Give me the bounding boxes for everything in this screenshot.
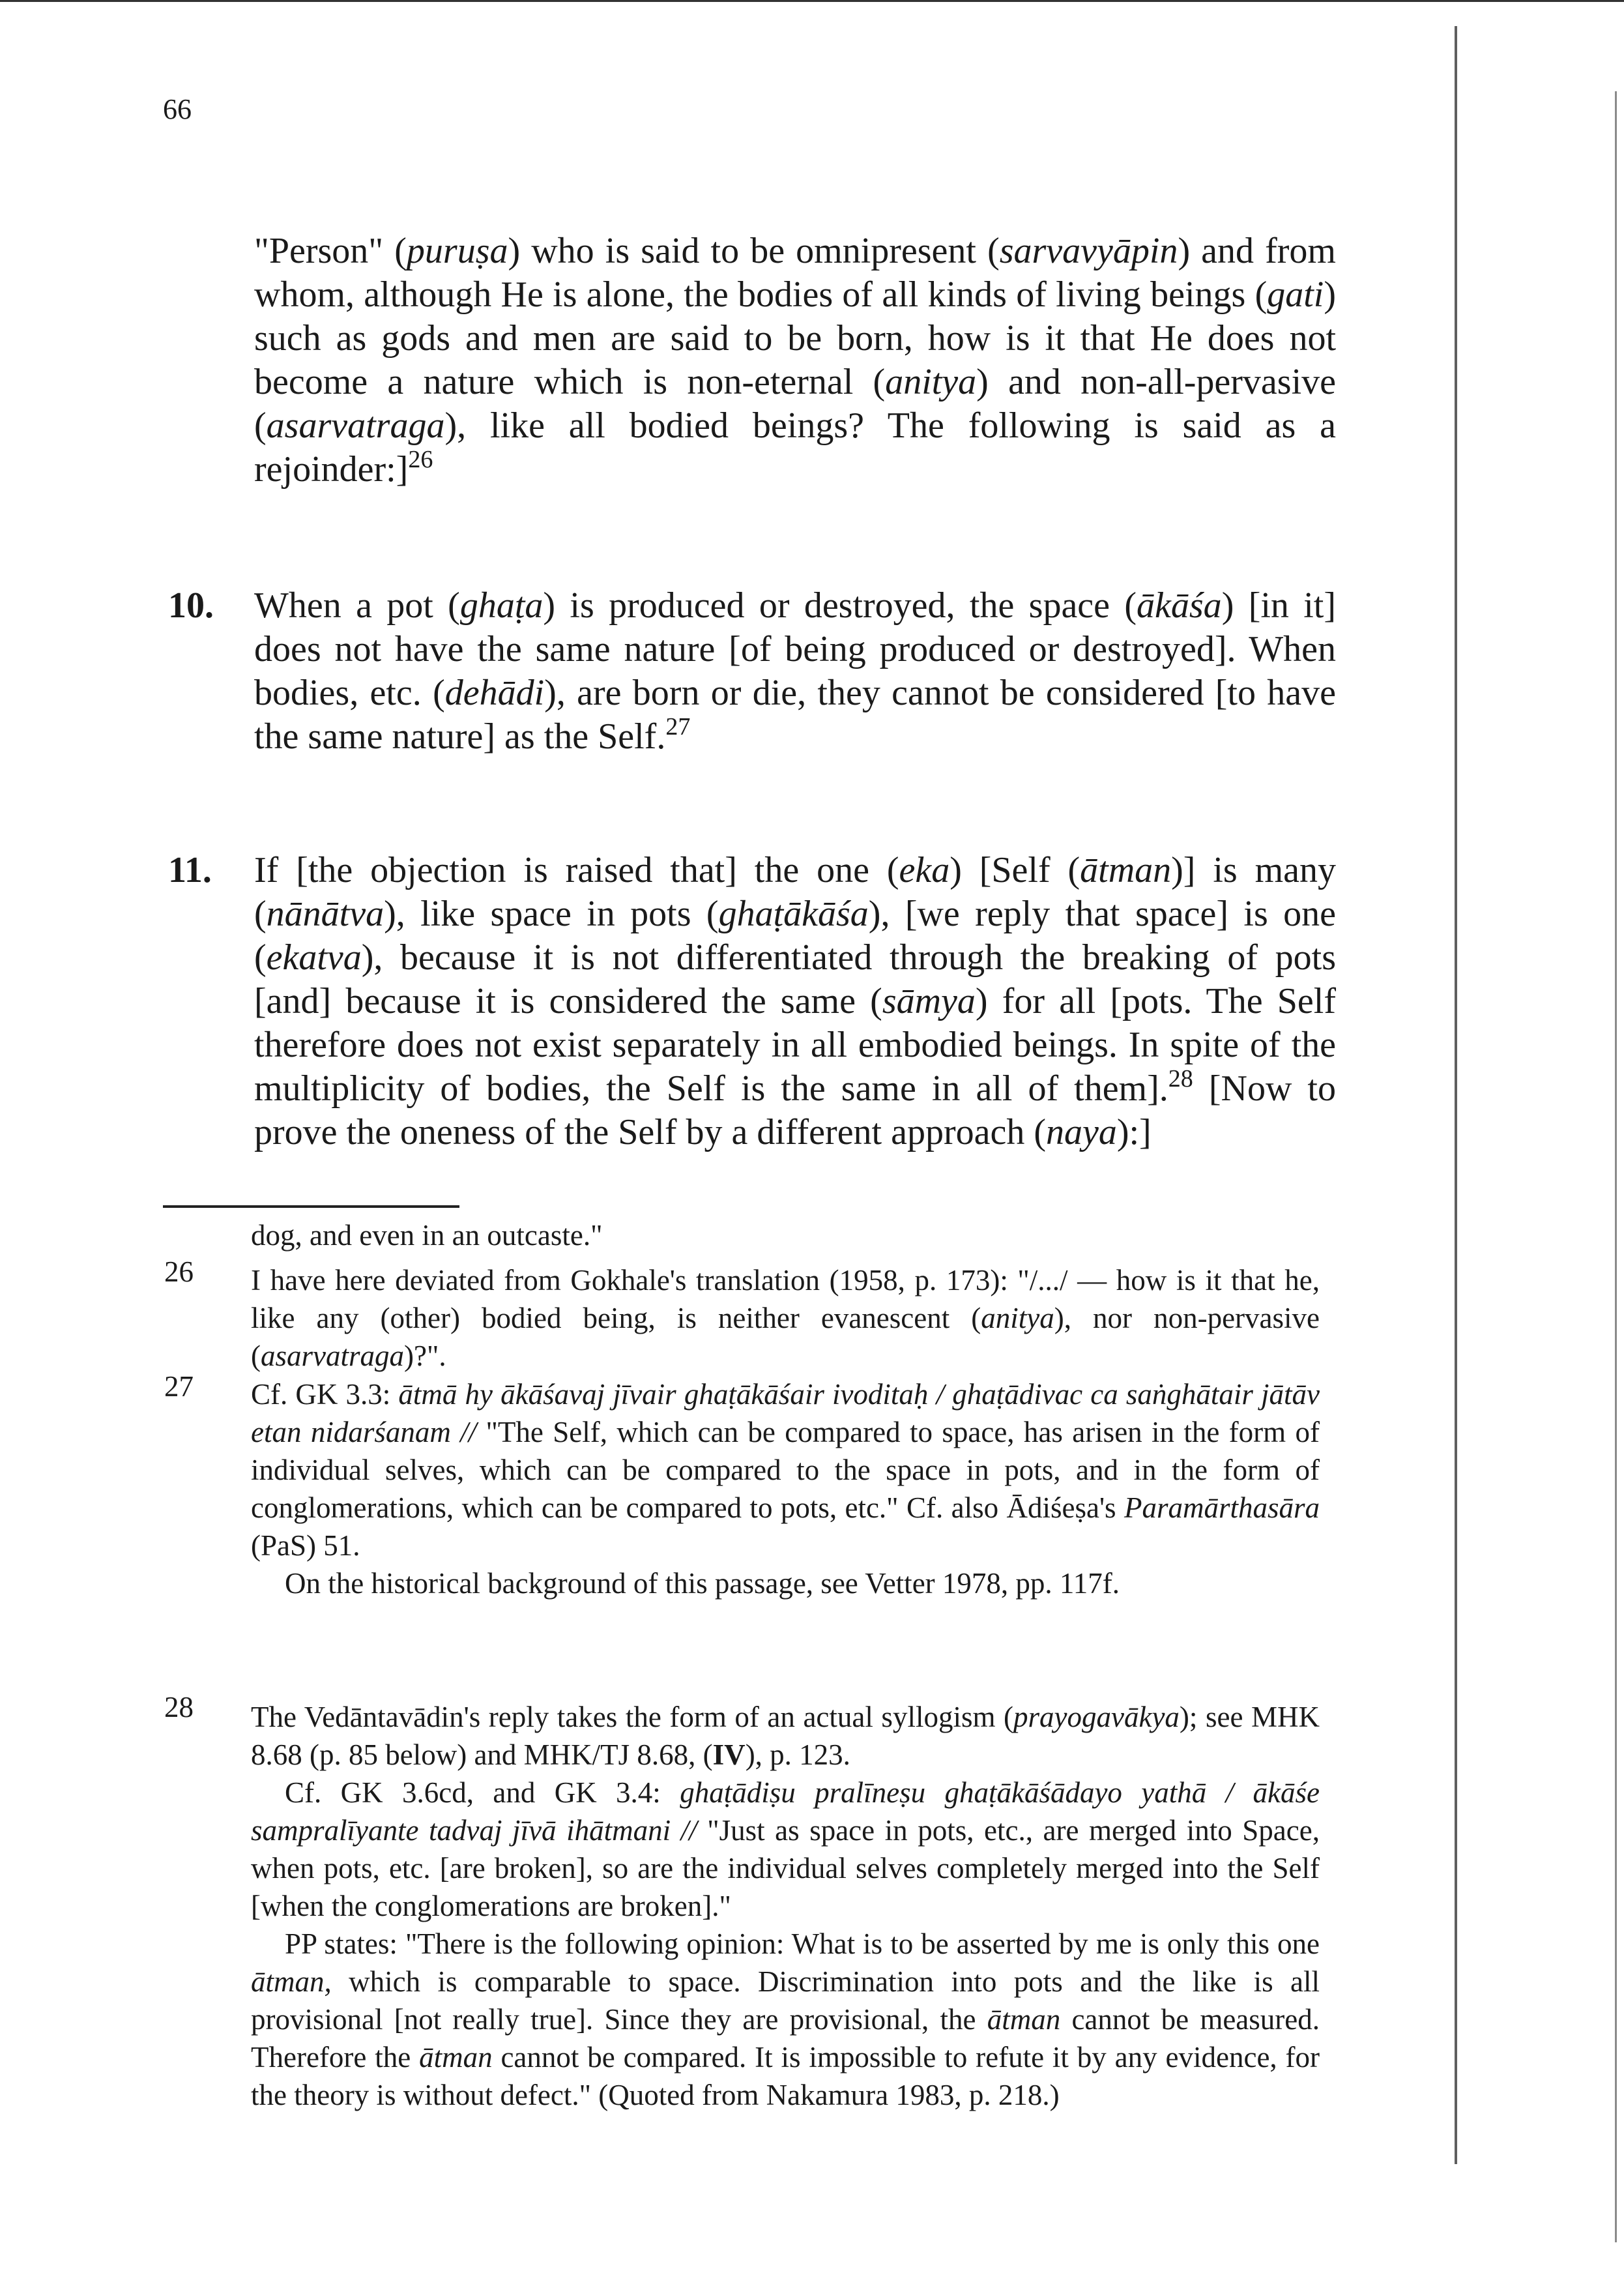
footnote-28-number: 28	[164, 1691, 194, 1723]
footnote-27-number: 27	[164, 1370, 194, 1403]
verse-11-text: If [the objection is raised that] the one (eka) [Self (ātman)] is many (nānātva), like space in pots (ghaṭākāśa), [we reply that space] is one (ekatva), because it is not differentiated through the breaking of pots [and] because it is considered the same (sāmya) for all [pots. The Self therefore does not exist separately in all embodied beings. In spite of the multiplicity of bodies, the Self is the same in all of them].$^{28}$ [Now to prove the oneness of the Self by a different approach (naya):]	[254, 850, 1336, 1152]
footnote-26: I have here deviated from Gokhale's translation (1958, p. 173): "/.../ — how is it that he, like any (other) bodied being, is neither evanescent (anitya), nor non-pervasive (asarvatraga)?".	[251, 1264, 1320, 1372]
footnote-26-number: 26	[164, 1255, 194, 1288]
verse-10-text: When a pot (ghaṭa) is produced or destroyed, the space (ākāśa) [in it] does not have the same nature [of being produced or destroyed]. When bodies, etc. (dehādi), are born or die, they cannot be considered [to have the same nature] as the Self.$^{27}$	[254, 585, 1337, 757]
page-number: 66	[163, 93, 192, 125]
footnote-ref-28[interactable]: 28	[1168, 1065, 1193, 1093]
footnote-separator	[163, 1205, 459, 1208]
footnote-28: The Vedāntavādin's reply takes the form of an actual syllogism (prayogavākya); see MHK 8.68 (p. 85 below) and MHK/TJ 8.68, (IV), p. 123. Cf. GK 3.6cd, and GK 3.4: ghaṭādiṣu pralīneṣu ghaṭākāśādayo yathā / ākāśe sampralīyante tadvaj jīvā ihātmani // "Just as space in pots, etc., are merged into Space, when pots, etc. [are broken], so are the individual selves completely merged into the Self [when the conglomerations are broken]." PP states: "There is the following opinion: What is to be asserted by me is only this one ātman, which is comparable to space. Discrimination into pots and the like is all provisional [not really true]. Since they are provisional, the ātman cannot be measured. Therefore the ātman cannot be compared. It is impossible to refute it by any evidence, for the theory is without defect." (Quoted from Nakamura 1983, p. 218.)	[251, 1698, 1320, 2114]
footnote-28-paragraph-2: Cf. GK 3.6cd, and GK 3.4: ghaṭādiṣu pralīneṣu ghaṭākāśādayo yathā / ākāśe sampralīyante tadvaj jīvā ihātmani // "Just as space in pots, etc., are merged into Space, when pots, etc. [are broken], so are the individual selves completely merged into the Self [when the conglomerations are broken]."	[251, 1776, 1320, 1922]
footnote-ref-27[interactable]: 27	[665, 713, 691, 741]
footnote-27-paragraph-2: On the historical background of this passage, see Vetter 1978, pp. 117f.	[285, 1567, 1120, 1600]
verse-10-number: 10.	[168, 585, 214, 626]
scan-gutter-line	[1455, 26, 1457, 2164]
intro-paragraph: "Person" (puruṣa) who is said to be omnipresent (sarvavyāpin) and from whom, although He is alone, the bodies of all kinds of living beings (gati) such as gods and men are said to be born, how is it that He does not become a nature which is non-eternal (anitya) and non-all-pervasive (asarvatraga), like all bodied beings? The following is said as a rejoinder:]$^{26}$	[254, 231, 1336, 490]
footnote-continuation: dog, and even in an outcaste."	[251, 1219, 603, 1252]
scan-top-border	[0, 0, 1624, 2]
scan-edge-line	[1615, 91, 1617, 2242]
footnote-28-paragraph-3: PP states: "There is the following opinion: What is to be asserted by me is only this one ātman, which is comparable to space. Discrimination into pots and the like is all provisional [not really true]. Since they are provisional, the ātman cannot be measured. Therefore the ātman cannot be compared. It is impossible to refute it by any evidence, for the theory is without defect." (Quoted from Nakamura 1983, p. 218.)	[251, 1927, 1320, 2111]
footnote-27: Cf. GK 3.3: ātmā hy ākāśavaj jīvair ghaṭākāśair ivoditaḥ / ghaṭādivac ca saṅghātair jātāv etan nidarśanam // "The Self, which can be compared to space, has arisen in the form of individual selves, which can be compared to the space in pots, and in the form of conglomerations, which can be compared to pots, etc." Cf. also Ādiśeṣa's Paramārthasāra (PaS) 51. On the historical background of this passage, see Vetter 1978, pp. 117f.	[251, 1375, 1320, 1602]
footnote-ref-26[interactable]: 26	[408, 446, 433, 474]
verse-11-number: 11.	[168, 850, 212, 890]
